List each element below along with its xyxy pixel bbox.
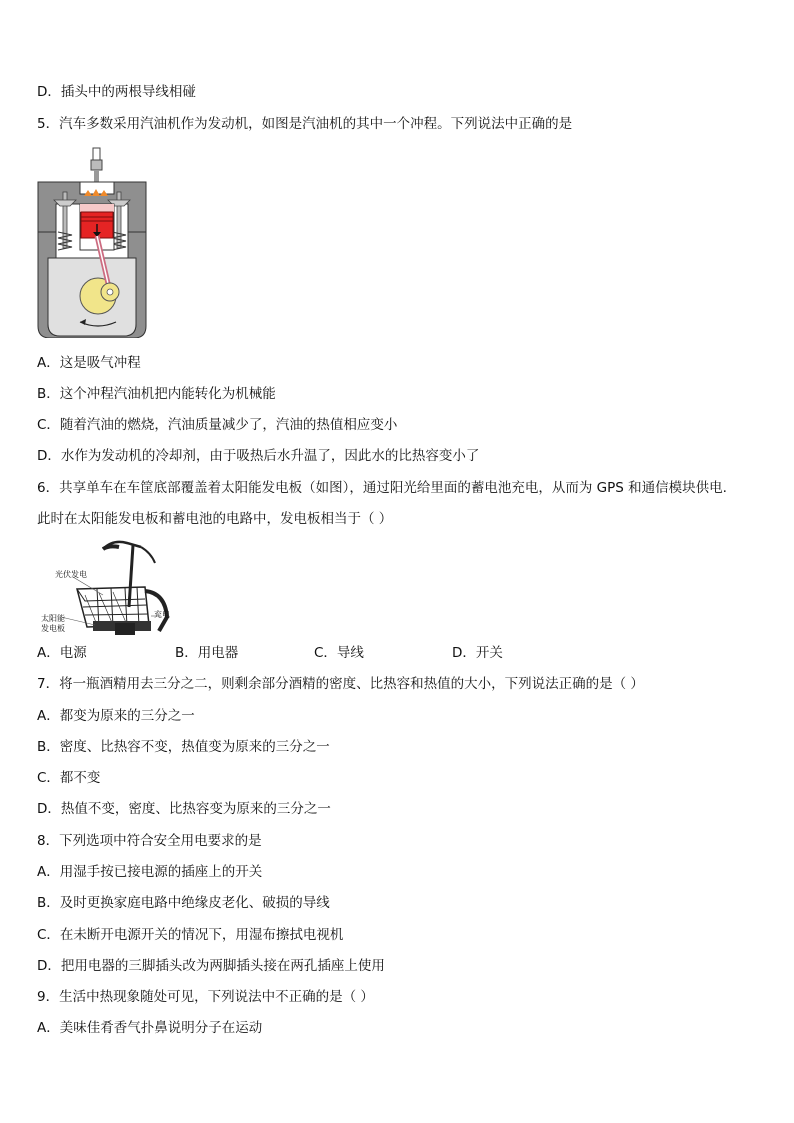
q8-option-b: B．及时更换家庭电路中绝缘皮老化、破损的导线 [37,895,330,911]
q6-option-a: A．电源 [37,645,87,661]
question-6-line-1: 6．共享单车在车筐底部覆盖着太阳能发电板（如图），通过阳光给里面的蓄电池充电，从而为 GPS 和通信模块供电. [37,480,727,496]
q6-option-c: C．导线 [314,645,364,661]
label-charge: 充电 [154,610,170,619]
q9-option-a: A．美味佳肴香气扑鼻说明分子在运动 [37,1020,263,1036]
q7-option-a: A．都变为原来的三分之一 [37,708,195,724]
question-5: 5．汽车多数采用汽油机作为发动机，如图是汽油机的其中一个冲程。下列说法中正确的是 [37,116,573,132]
q8-option-a: A．用湿手按已接电源的插座上的开关 [37,864,263,880]
label-photovoltaic: 光伏发电 [55,570,87,579]
q8-option-c: C．在未断开电源开关的情况下，用湿布擦拭电视机 [37,927,344,943]
q5-option-a: A．这是吸气冲程 [37,355,141,371]
q5-option-c: C．随着汽油的燃烧，汽油质量减少了，汽油的热值相应变小 [37,417,398,433]
q7-option-d: D．热值不变，密度、比热容变为原来的三分之一 [37,801,331,817]
q7-option-b: B．密度、比热容不变，热值变为原来的三分之一 [37,739,330,755]
q5-option-d: D．水作为发动机的冷却剂，由于吸热后水升温了，因此水的比热容变小了 [37,448,480,464]
question-6-line-2: 此时在太阳能发电板和蓄电池的电路中，发电板相当于（ ） [37,511,393,527]
q6-options [37,644,597,662]
label-solar-1: 太阳能 [41,614,65,623]
label-solar-2: 发电板 [41,624,65,633]
engine-stroke-figure [36,146,148,338]
bike-solar-panel-figure [37,537,187,635]
question-9: 9．生活中热现象随处可见，下列说法中不正确的是（ ） [37,989,374,1005]
q6-option-d: D．开关 [452,645,503,661]
question-7: 7．将一瓶酒精用去三分之二，则剩余部分酒精的密度、比热容和热值的大小，下列说法正确的是（ ） [37,676,644,692]
question-8: 8．下列选项中符合安全用电要求的是 [37,833,262,849]
q6-option-b: B．用电器 [175,645,239,661]
q7-option-c: C．都不变 [37,770,101,786]
q8-option-d: D．把用电器的三脚插头改为两脚插头接在两孔插座上使用 [37,958,385,974]
q5-option-b: B．这个冲程汽油机把内能转化为机械能 [37,386,276,402]
q4-option-d: D．插头中的两根导线相碰 [37,84,196,100]
